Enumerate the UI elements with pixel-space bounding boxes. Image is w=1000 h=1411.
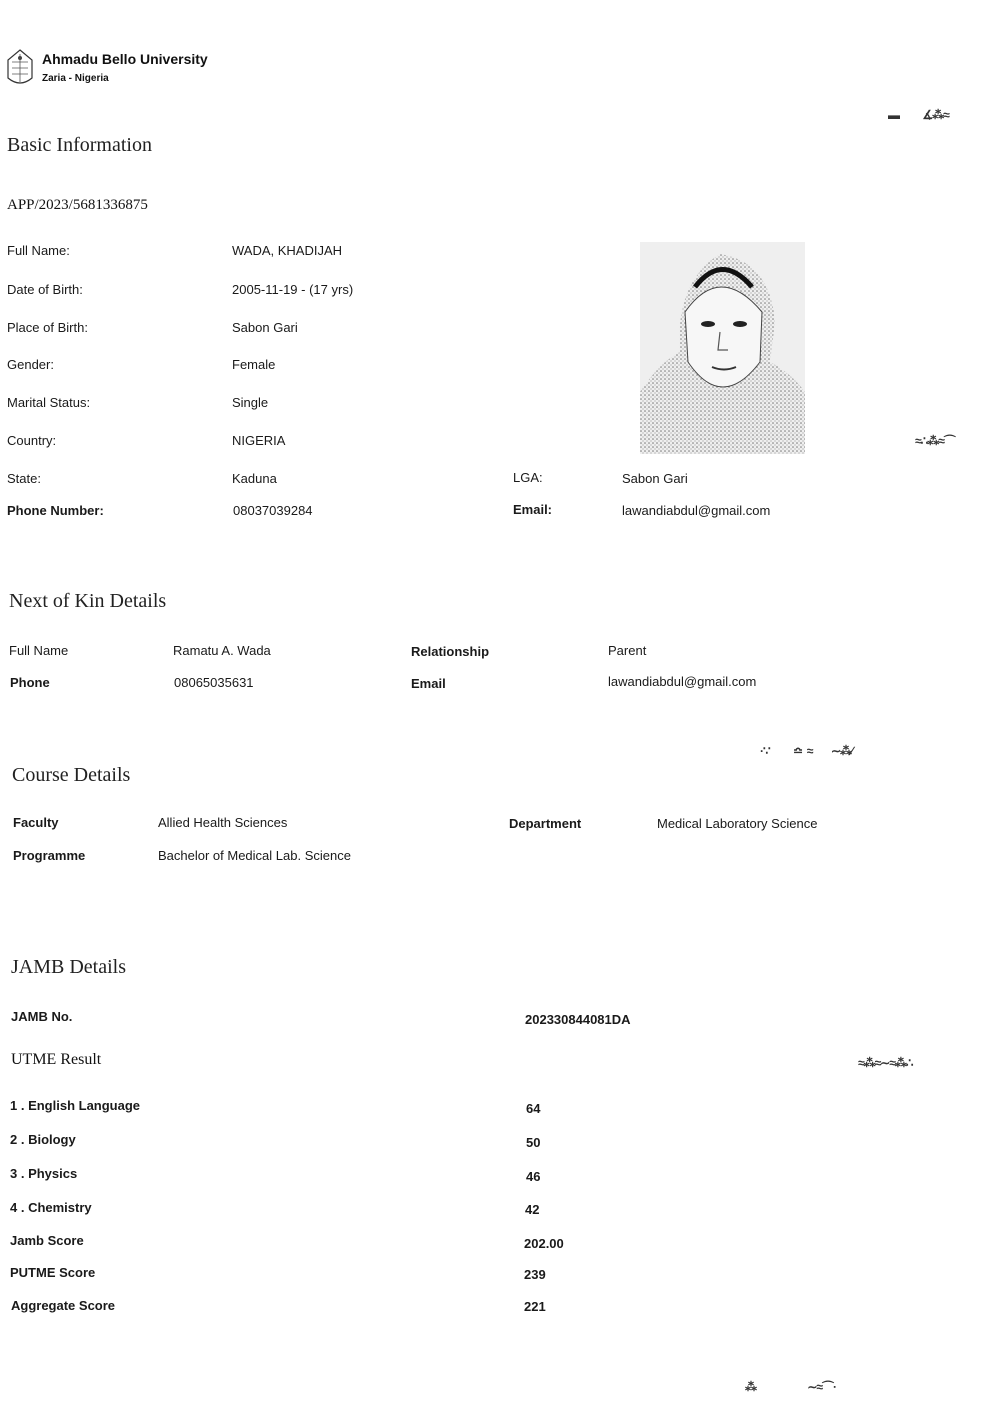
country-label: Country:	[7, 433, 57, 448]
subject-score: 50	[526, 1135, 541, 1150]
next-of-kin-heading: Next of Kin Details	[9, 590, 167, 612]
pob-value: Sabon Gari	[232, 320, 298, 335]
kin-relationship-value: Parent	[608, 643, 647, 658]
department-value: Medical Laboratory Science	[657, 816, 818, 831]
full-name-value: WADA, KHADIJAH	[232, 243, 343, 258]
phone-value: 08037039284	[233, 503, 313, 518]
email-label: Email:	[513, 502, 553, 517]
subject-score: 46	[526, 1169, 541, 1184]
scan-artifact-2: ≈∴⁂≈⌒	[915, 434, 955, 448]
kin-relationship-label: Relationship	[411, 644, 490, 659]
course-details-heading: Course Details	[12, 764, 131, 786]
putme-score-label: PUTME Score	[10, 1265, 96, 1280]
gender-value: Female	[232, 357, 276, 372]
programme-label: Programme	[13, 848, 86, 863]
faculty-value: Allied Health Sciences	[158, 815, 288, 830]
kin-email-value: lawandiabdul@gmail.com	[608, 674, 757, 689]
subject-label: 3 . Physics	[10, 1166, 78, 1181]
email-value: lawandiabdul@gmail.com	[622, 503, 771, 518]
subject-score: 42	[525, 1202, 540, 1217]
dob-value: 2005-11-19 - (17 yrs)	[232, 282, 354, 297]
state-label: State:	[7, 471, 41, 486]
application-number: APP/2023/5681336875	[7, 197, 148, 213]
pob-label: Place of Birth:	[7, 320, 88, 335]
kin-name-label: Full Name	[9, 643, 69, 658]
university-location: Zaria - Nigeria	[42, 73, 109, 84]
scan-artifact-4: ≈⁂≈∼≈⁂∴	[858, 1056, 913, 1070]
jamb-score-label: Jamb Score	[10, 1233, 84, 1248]
basic-info-heading: Basic Information	[7, 134, 152, 156]
lga-label: LGA:	[513, 470, 543, 485]
country-value: NIGERIA	[232, 433, 286, 448]
university-crest-icon	[4, 48, 36, 88]
marital-status-label: Marital Status:	[7, 395, 91, 410]
aggregate-score-value: 221	[524, 1299, 546, 1314]
subject-label: 1 . English Language	[10, 1098, 141, 1113]
kin-phone-value: 08065035631	[174, 675, 254, 690]
aggregate-score-label: Aggregate Score	[11, 1298, 116, 1313]
jamb-number-value: 202330844081DA	[525, 1012, 631, 1027]
scan-artifact-3: ·∵ ≏ ≈ ∼⁂∕	[760, 744, 853, 758]
subject-score: 64	[526, 1101, 541, 1116]
lga-value: Sabon Gari	[622, 471, 688, 486]
scan-artifact-1: ▬ ∡⁂≈	[888, 108, 949, 122]
university-name: Ahmadu Bello University	[42, 51, 208, 67]
phone-label: Phone Number:	[7, 503, 104, 518]
department-label: Department	[509, 816, 582, 831]
full-name-label: Full Name:	[7, 243, 70, 258]
subject-label: 2 . Biology	[10, 1132, 76, 1147]
kin-phone-label: Phone	[10, 675, 50, 690]
scan-artifact-5: ⁂ ∼≈⌒∙	[745, 1380, 836, 1394]
kin-email-label: Email	[411, 676, 446, 691]
utme-result-heading: UTME Result	[11, 1051, 102, 1068]
kin-name-value: Ramatu A. Wada	[173, 643, 271, 658]
passport-photo	[640, 242, 805, 454]
state-value: Kaduna	[232, 471, 277, 486]
faculty-label: Faculty	[13, 815, 59, 830]
subject-label: 4 . Chemistry	[10, 1200, 92, 1215]
jamb-number-label: JAMB No.	[11, 1009, 73, 1024]
programme-value: Bachelor of Medical Lab. Science	[158, 848, 351, 863]
jamb-score-value: 202.00	[524, 1236, 564, 1251]
jamb-details-heading: JAMB Details	[11, 956, 126, 978]
marital-status-value: Single	[232, 395, 269, 410]
gender-label: Gender:	[7, 357, 54, 372]
dob-label: Date of Birth:	[7, 282, 83, 297]
putme-score-value: 239	[524, 1267, 546, 1282]
